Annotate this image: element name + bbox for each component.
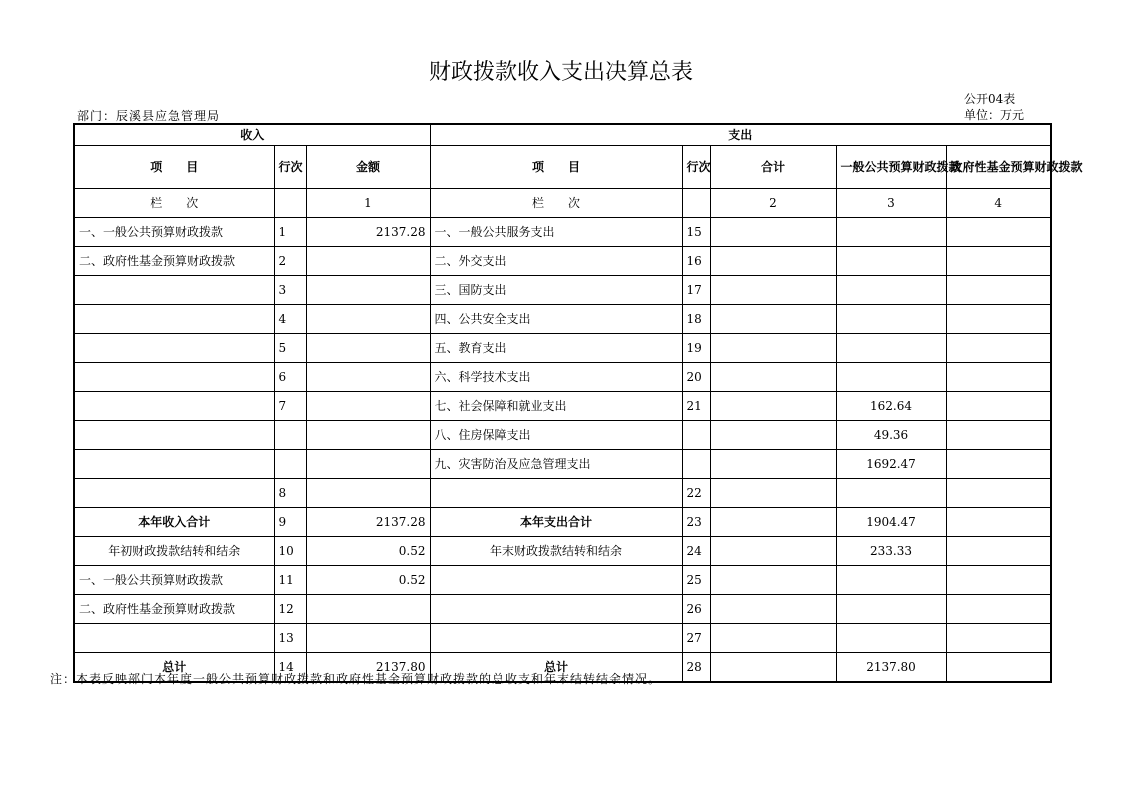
expense-item-cell: 五、教育支出 <box>430 334 682 363</box>
table-row <box>74 247 1051 276</box>
table-row <box>74 392 1051 421</box>
header-general-budget: 一般公共预算财政拨款 <box>836 146 946 189</box>
income-line-cell: 1 <box>274 218 306 247</box>
expense-total-cell <box>710 537 836 566</box>
column-number-row <box>74 189 1051 218</box>
expense-line-cell: 21 <box>682 392 710 421</box>
table-row <box>74 566 1051 595</box>
expense-total-cell <box>710 595 836 624</box>
income-item-cell <box>74 450 274 479</box>
income-item-cell <box>74 305 274 334</box>
expense-total-cell <box>710 305 836 334</box>
income-line-cell: 9 <box>274 508 306 537</box>
expense-item-cell: 九、灾害防治及应急管理支出 <box>430 450 682 479</box>
col-number-general: 3 <box>836 189 946 218</box>
expense-general-cell: 49.36 <box>836 421 946 450</box>
expense-item-cell <box>430 479 682 508</box>
income-amount-cell <box>306 276 430 305</box>
income-item-cell <box>74 334 274 363</box>
expense-gov-cell <box>946 450 1051 479</box>
table-row <box>74 537 1051 566</box>
expense-general-cell: 1904.47 <box>836 508 946 537</box>
header-total: 合计 <box>710 146 836 189</box>
expense-item-cell: 三、国防支出 <box>430 276 682 305</box>
expense-general-cell: 162.64 <box>836 392 946 421</box>
income-amount-cell <box>306 450 430 479</box>
expense-total-cell <box>710 566 836 595</box>
income-line-cell: 2 <box>274 247 306 276</box>
form-code: 公开04表 <box>964 92 1016 106</box>
expense-total-cell <box>710 276 836 305</box>
expense-line-cell: 23 <box>682 508 710 537</box>
expense-general-cell: 1692.47 <box>836 450 946 479</box>
table-row <box>74 450 1051 479</box>
table-row <box>74 508 1051 537</box>
expense-total-cell <box>710 508 836 537</box>
expense-general-cell: 233.33 <box>836 537 946 566</box>
expense-line-cell: 20 <box>682 363 710 392</box>
expense-item-cell: 六、科学技术支出 <box>430 363 682 392</box>
income-line-cell: 3 <box>274 276 306 305</box>
income-line-cell: 4 <box>274 305 306 334</box>
income-amount-cell <box>306 363 430 392</box>
expense-line-cell: 19 <box>682 334 710 363</box>
expense-line-cell: 22 <box>682 479 710 508</box>
expense-line-cell: 26 <box>682 595 710 624</box>
expense-total-cell <box>710 421 836 450</box>
department-label: 部门：辰溪县应急管理局 <box>77 109 221 123</box>
header-exp-line: 行次 <box>682 146 710 189</box>
expense-general-cell <box>836 334 946 363</box>
col-number-total: 2 <box>710 189 836 218</box>
income-line-cell: 13 <box>274 624 306 653</box>
expense-item-cell: 二、外交支出 <box>430 247 682 276</box>
income-amount-cell <box>306 624 430 653</box>
col-number-gov: 4 <box>946 189 1051 218</box>
income-amount-cell <box>306 595 430 624</box>
expense-gov-cell <box>946 479 1051 508</box>
expense-general-cell <box>836 218 946 247</box>
income-amount-cell <box>306 305 430 334</box>
expense-total-cell <box>710 450 836 479</box>
expense-gov-cell <box>946 334 1051 363</box>
expense-item-cell <box>430 566 682 595</box>
income-item-cell <box>74 392 274 421</box>
income-item-cell <box>74 624 274 653</box>
income-line-cell: 14 <box>274 653 306 683</box>
budget-summary-table <box>73 123 1083 683</box>
expense-item-cell: 八、住房保障支出 <box>430 421 682 450</box>
expense-total-cell <box>710 218 836 247</box>
income-item-cell <box>74 421 274 450</box>
income-line-cell: 7 <box>274 392 306 421</box>
expense-total-cell <box>710 247 836 276</box>
income-line-cell: 12 <box>274 595 306 624</box>
section-header-row <box>74 124 1051 146</box>
income-amount-cell <box>306 479 430 508</box>
expense-gov-cell <box>946 653 1051 683</box>
expense-section-header: 支出 <box>430 124 1051 146</box>
expense-total-cell <box>710 392 836 421</box>
income-line-cell: 11 <box>274 566 306 595</box>
income-amount-cell: 0.52 <box>306 566 430 595</box>
expense-gov-cell <box>946 392 1051 421</box>
income-line-cell: 6 <box>274 363 306 392</box>
expense-general-cell <box>836 363 946 392</box>
expense-general-cell <box>836 479 946 508</box>
table-row <box>74 334 1051 363</box>
col-number-empty <box>274 189 306 218</box>
header-exp-item: 项 目 <box>430 146 682 189</box>
expense-gov-cell <box>946 247 1051 276</box>
income-amount-cell <box>306 247 430 276</box>
expense-line-cell: 27 <box>682 624 710 653</box>
expense-gov-cell <box>946 218 1051 247</box>
expense-item-cell: 本年支出合计 <box>430 508 682 537</box>
col-number-empty <box>682 189 710 218</box>
income-item-cell: 二、政府性基金预算财政拨款 <box>74 595 274 624</box>
income-item-cell <box>74 363 274 392</box>
expense-line-cell: 15 <box>682 218 710 247</box>
expense-gov-cell <box>946 363 1051 392</box>
income-item-cell: 本年收入合计 <box>74 508 274 537</box>
expense-item-cell: 七、社会保障和就业支出 <box>430 392 682 421</box>
expense-total-cell <box>710 363 836 392</box>
income-item-cell <box>74 276 274 305</box>
expense-general-cell <box>836 247 946 276</box>
table-row <box>74 595 1051 624</box>
income-amount-cell <box>306 421 430 450</box>
income-item-cell <box>74 479 274 508</box>
income-line-cell: 5 <box>274 334 306 363</box>
table-row <box>74 421 1051 450</box>
expense-gov-cell <box>946 276 1051 305</box>
page-title: 财政拨款收入支出决算总表 <box>428 60 693 85</box>
expense-gov-cell <box>946 595 1051 624</box>
income-amount-cell: 2137.28 <box>306 508 430 537</box>
expense-total-cell <box>710 334 836 363</box>
income-amount-cell <box>306 392 430 421</box>
income-line-cell <box>274 450 306 479</box>
expense-total-cell <box>710 653 836 683</box>
table-row <box>74 624 1051 653</box>
income-item-cell: 年初财政拨款结转和结余 <box>74 537 274 566</box>
column-header-row <box>74 146 1051 189</box>
income-item-cell: 一、一般公共预算财政拨款 <box>74 566 274 595</box>
header-line: 行次 <box>274 146 306 189</box>
income-line-cell: 8 <box>274 479 306 508</box>
expense-gov-cell <box>946 537 1051 566</box>
expense-item-cell <box>430 595 682 624</box>
expense-line-cell <box>682 421 710 450</box>
col-number-label-left: 栏 次 <box>74 189 274 218</box>
expense-line-cell: 24 <box>682 537 710 566</box>
expense-item-cell: 总计 <box>430 653 682 683</box>
table-row <box>74 276 1051 305</box>
expense-item-cell <box>430 624 682 653</box>
expense-general-cell: 2137.80 <box>836 653 946 683</box>
expense-gov-cell <box>946 508 1051 537</box>
col-number-amount: 1 <box>306 189 430 218</box>
table-row <box>74 363 1051 392</box>
expense-total-cell <box>710 624 836 653</box>
expense-line-cell: 18 <box>682 305 710 334</box>
expense-gov-cell <box>946 305 1051 334</box>
expense-line-cell: 28 <box>682 653 710 683</box>
income-line-cell <box>274 421 306 450</box>
expense-gov-cell <box>946 624 1051 653</box>
income-amount-cell <box>306 334 430 363</box>
expense-general-cell <box>836 276 946 305</box>
income-line-cell: 10 <box>274 537 306 566</box>
income-section-header: 收入 <box>74 124 430 146</box>
expense-line-cell <box>682 450 710 479</box>
expense-general-cell <box>836 595 946 624</box>
unit-label: 单位：万元 <box>964 108 1025 122</box>
expense-item-cell: 四、公共安全支出 <box>430 305 682 334</box>
expense-line-cell: 17 <box>682 276 710 305</box>
income-item-cell: 二、政府性基金预算财政拨款 <box>74 247 274 276</box>
income-amount-cell: 0.52 <box>306 537 430 566</box>
expense-gov-cell <box>946 421 1051 450</box>
expense-gov-cell <box>946 566 1051 595</box>
expense-line-cell: 25 <box>682 566 710 595</box>
expense-item-cell: 一、一般公共服务支出 <box>430 218 682 247</box>
expense-item-cell: 年末财政拨款结转和结余 <box>430 537 682 566</box>
expense-general-cell <box>836 566 946 595</box>
header-gov-fund: 政府性基金预算财政拨款 <box>946 146 1051 189</box>
col-number-label-right: 栏 次 <box>430 189 682 218</box>
header-item: 项 目 <box>74 146 274 189</box>
table-row <box>74 305 1051 334</box>
income-amount-cell: 2137.28 <box>306 218 430 247</box>
expense-general-cell <box>836 624 946 653</box>
header-amount: 金额 <box>306 146 430 189</box>
table-row <box>74 479 1051 508</box>
expense-line-cell: 16 <box>682 247 710 276</box>
table-row <box>74 218 1051 247</box>
income-amount-cell: 2137.80 <box>306 653 430 683</box>
footnote: 注：本表反映部门本年度一般公共预算财政拨款和政府性基金预算财政拨款的总收支和年末结转结余情况。 <box>50 672 662 686</box>
income-item-cell: 一、一般公共预算财政拨款 <box>74 218 274 247</box>
income-item-cell: 总计 <box>74 653 274 683</box>
expense-total-cell <box>710 479 836 508</box>
expense-general-cell <box>836 305 946 334</box>
